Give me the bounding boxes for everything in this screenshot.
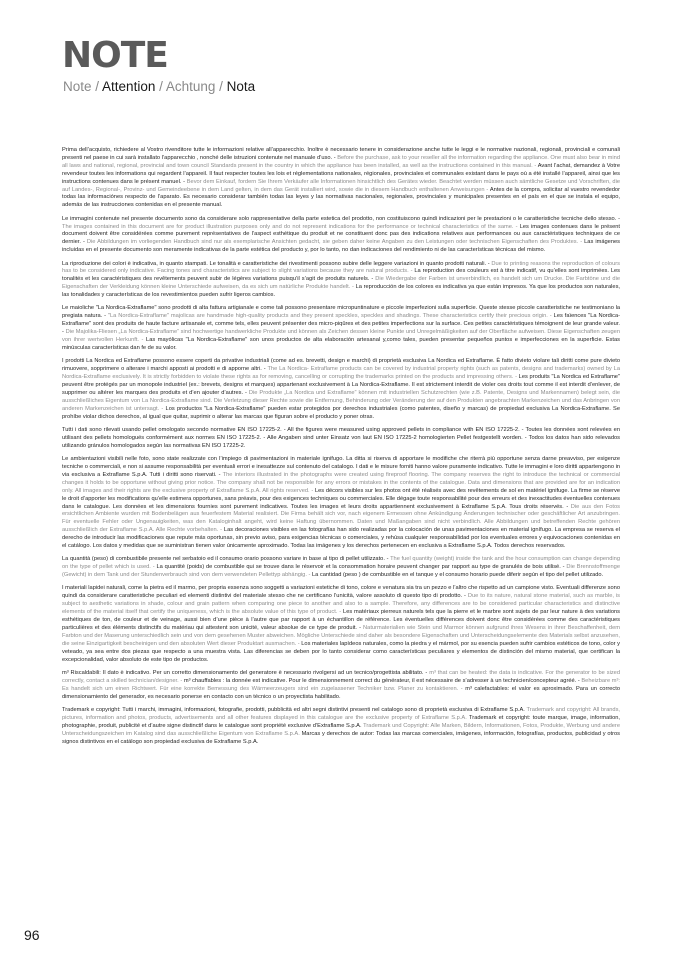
translation-segment: Naturmaterialien wie Stein und Marmor können aufgrund ihres Wesens in ihrer Beschaffenheit, dem Farbton und der Maserung unterschiedlich sein und von dem gesehenen Muster abweichen. Mögliche Unterschiede sind daher als besondere Eigenschaften und Unterscheidungselemente des Materials selbst anzusehen, die seine Einzigartigkeit bescheinigen und den absoluten Wert dieser Produktart ausmachen. - [62, 624, 620, 647]
subtitle-italian: Note [63, 79, 92, 94]
text-segment: Les décors visibles sur les photos ont été réalisés avec des revêtements de sol en matériel ignifuge. La firme se réserve le droit d’apporter les modifications qu’elle estimera opportunes, sans préavis, pour des exigences techniques ou commerciales. Elle dégage toute responsabilité pour des erreurs et des inexactitudes éventuelles contenues dans le catalogue. Les données et les dimensions fournies sont purement indicatives. Toutes les images et leurs droits appartiennent exclusivement à Extraflame S.p.A. Tous droits réservés. - [62, 487, 621, 510]
text-segment: La reproduction des couleurs est à titre indicatif, vu qu’elles sont imprimées. Les tonalités et les caractéristiques des revêtements peuvent subir de légères variations puisqu’il s’agit de produits naturels. - [62, 268, 620, 283]
page-number: 96 [24, 927, 40, 943]
note-paragraph [62, 358, 620, 421]
text-segment: Prima dell’acquisto, richiedere al Vostro rivenditore tutte le informazioni relative all’apparecchio. Inoltre è necessario tenere in considerazione anche tutte le leggi e le normative nazionali, regionali, provinciali e comunali presenti nel paese in cui sarà installato l’apparecchio , nonché delle istruzioni contenute nel manuale d’uso. - [62, 147, 620, 161]
text-segment: Marcas y derechos de autor: Todas las marcas comerciales, imágenes, información, fotografías, productos, publicidad y otros signos distintivos en el catálogo son propiedad exclusiva de Extraflame S.p.A. [62, 730, 621, 745]
text-segment: La cantidad (peso ) de combustible en el tanque y el consumo horario puede diferir según el tipo del pellet utilizado. [311, 572, 604, 579]
text-segment: Las mayólicas "La Nordica-Extraflame" son unos productos de alta elaboración artesanal y,como tales, pueden presentar pequeños puntos e imperfecciones en la superficie. Estas minúsculas características dan fe de su valor. [62, 337, 620, 352]
text-segment: Tutti i dati sono rilevati usando pellet omologato secondo normative EN ISO 17225-2. - All the figures were measured using approved pellets in compliance with EN ISO 17225-2. - Toutes les données sont relevées en utilisant des pellets homologués conformément aux normes EN ISO 17225-2. - Alle Angaben sind unter Einsatz von laut EN ISO 17225-2 homologierten Pellet festgestellt worden. - Todos los datos han sido relevados utilizando gránulos homologados según las normativas EN ISO 17225-2. [62, 426, 620, 449]
translation-segment: Beheizbare m³: Es handelt sich um einen Richtwert. Für eine korrekte Bemessung des Wärmeerzeugers sind ein zugelassener Techniker bzw. Planer zu kontaktieren. - [62, 677, 620, 692]
text-segment: Le maioliche "La Nordica-Extraflame" sono prodotti di alta fattura artigianale e come tali possono presentare micropuntinature e piccole imperfezioni sulla superficie. Queste stesse piccole caratteristiche ne testimoniano la pregiata natura. - [62, 305, 620, 320]
translation-segment: Die aus den Fotos ersichtlichen Ambiente wurden mit Bodenbelägen aus feuerfestem Material realisiert. Die Firma behält sich vor, nach eigenem Ermessen ohne Ankündigung Änderungen technischer oder geschäftlicher Art anzubringen. Für eventuelle Fehler oder Ungenauigkeiten, was den Kataloginhalt angeht, wird keine Haftung übernommen. Daten und Maßangaben sind nicht verbindlich. Alle Abbildungen und betreffenden Rechte gehören ausschließlich der Extraflame S.p.A. Alle Rechte vorbehalten. - [62, 503, 620, 534]
subtitle-separator: / [155, 79, 166, 94]
text-segment: Los productos "La Nordica-Extraflame" pueden estar protegidos por derechos industriales (como patentes, diseño y marcas) de propiedad exclusiva La Nordica-Extraflame. Se prohíbe violar dichos derechos, al igual que quitar, suprimir o alterar las marcas que figuran sobre el producto y poner otras. [62, 405, 620, 420]
translation-segment: Die Majolika-Fliesen „La Nordica-Extraflame“ sind hochwertige handwerkliche Produkte und können als Zeichen dessen kleine Punkte und Unregelmäßigkeiten auf der Oberfläche aufweisen. Diese Eigenschaften zeugen von ihrer wertvollen Herkunft. - [62, 329, 620, 344]
text-segment: La riproduzione dei colori è indicativa, in quanto stampati. Le tonalità e caratteristiche dei rivestimenti possono subire delle leggere variazioni in quanto prodotti naturali. - [62, 260, 492, 267]
note-paragraph [62, 305, 620, 352]
text-segment: Las imágenes incluidas en el presente documento son meramente indicativas de la parte estética del producto y, por lo tanto, no dan indicaciones del rendimiento ni de las características técnicas del mismo. [62, 239, 620, 254]
page-title: NOTE [62, 35, 168, 76]
translation-segment: The La Nordica- Extraflame products can be covered by industrial property rights (such as patents, designs and trademarks) owned by La Nordica-Extraflame exclusively. It is strictly forbidden to violate these rights as for removing, cancelling or corrupting the trademarks printed on the products and impressing others. - [62, 366, 621, 381]
translation-segment: Trademark und Copyright: Alle Marken, Bildern, Informationen, Fotos, Produkte, Werbung und andere Unterscheidungszeichen im Katalog sind das ausschließliche Eigentum von Extraflame S.p.A. [62, 722, 620, 737]
note-paragraph [62, 556, 620, 580]
note-paragraph [62, 216, 620, 256]
subtitle-german: Achtung [165, 79, 216, 94]
translation-segment: Die Brennstoffmenge (Gewicht) in dem Tank und der Stundenverbrauch sind von dem verwendeten Pellettyp abhängig. - [62, 564, 621, 579]
text-segment: Les faïences "La Nordica-Extraflame" sont des produits de haute facture artisanale et, comme tels, elles peuvent présenter des micro-piqûres et des petites imperfections sur la surface. Ces petites caractéristiques témoignent de leur grande valeur. - [62, 313, 620, 336]
text-segment: La quantità (peso) di combustibile presente nel serbatoio ed il consumo orario possono variare in base al tipo di pellet utilizzato. - [62, 556, 391, 563]
translation-segment: Before the purchase, ask to your reseller all the information regarding the appliance. One must also bear in mind all laws and national, regional, provincial and town council Standards present in the country in which the appliance has been installed, as well as the instructions contained in this manual. - [62, 154, 620, 169]
translation-segment: Trademark and copyright: All brands, pictures, information and photos, products, advertisements and all other features displayed in this catalogue are the exclusive property of Extraflame S.p.A. [62, 706, 620, 721]
translation-segment: Die Abbildungen im vorliegenden Handbuch sind nur als exemplarische Ansichten gedacht, sie geben daher keine Angaben zu den Leistungen oder technischen Eigenschaften des Produktes. - [86, 239, 585, 246]
translation-segment: The images contained in this document are for product illustration purposes only and do not represent indications for the performance or technical characteristics of the same. - [62, 223, 520, 230]
text-segment: Las decoraciones visibles en las fotografías han sido realizadas por la colocación de unas pavimentaciones en material ignífugo. La empresa se reserva el derecho de introducir las modificaciones que repute más oportunas, sin previo aviso, para exigencias técnicas o comerciales, y rehúsa cualquier responsabilidad por los eventuales errores y equivocaciones contenidas en el catálogo. Los datos y medidas que se suministran tienen valor únicamente aproximado. Todas las imágenes y los derechos pertenecen en exclusiva a Extraflame S.p.A. Todos derechos reservados. [62, 527, 620, 550]
text-segment: La reproducción de los colores es indicativa ya que están impresos. Ya que los productos son naturales, las tonalidades y características de los revestimientos pueden sufrir ligeros cambios. [62, 284, 620, 299]
note-paragraph [62, 585, 620, 664]
text-segment: m³ Riscaldabili: Il dato è indicativo. Per un corretto dimensionamento del generatore è necessario rivolgersi ad un tecnico/progettista abilitato. - [62, 669, 430, 676]
subtitle-spanish: Nota [226, 79, 256, 94]
text-segment: Avant l’achat, demandez à Votre revendeur toutes les informations qui regardent l’appareil. Il faut respecter toutes les lois et réglementations nationales, régionales, provinciales et communales existant dans le pays où a été installé l’appareil, ainsi que les instructions contenues dans le présent manuel. - [62, 162, 620, 185]
text-segment: I materiali lapidei naturali, come la pietra ed il marmo, per propria essenza sono soggetti a variazioni estetiche di tono, colore e venatura sia tra un pezzo e l’altro che rispetto ad un campione visto. Eventuali differenze sono quindi da considerare caratteristiche peculiari ed elementi distintivi del materiale stesso che ne certificano l’unicità, valore assoluto di questo tipo di prodotto. - [62, 585, 620, 600]
page-subtitle [63, 79, 255, 95]
text-segment: Los materiales lapídeos naturales, como la piedra y el mármol, por su esencia pueden sufrir cambios estéticos de tono, color y veteado, ya sea entre dos piezas que respecto a una muestra vista. Las diferencias se deben por lo tanto considerar como características peculiares y elementos de distinción del mismo material, que certifican la excepcionalidad, valor absoluto de este tipo de productos. [62, 640, 620, 663]
text-segment: m³ chauffables : la donnée est indicative. Pour le dimensionnement correct du générateur, il est nécessaire de s’adresser à un technicien/concepteur agréé. - [183, 677, 582, 684]
translation-segment: "La Nordica-Extraflame" majolicas are handmade high-quality products and they present speckles, speckles and shadings. These characteristics certify their precious origin. - [108, 313, 554, 320]
translation-segment: The fuel quantity (weight) inside the tank and the hour consumption can change depending on the type of pellet which is used. - [62, 556, 620, 571]
translation-segment: Due to printing reasons the reproduction of colours has to be considered only indicative. Facing tones and characteristics are subject to slight variations because they are natural products. - [62, 260, 620, 275]
translation-segment: Die Produkte „La Nordica und Extraflame“ können mit industriellen Schutzrechten (wie z.B. Patente, Designs und Markennamen) belegt sein, die ausschließliches Eigentum von La Nordica-Extraflame sind. Die Verletzung dieser Rechte sowie die Entfernung, Behinderung oder Veränderung der auf den Produkten angebrachten Markenzeichen und das Anbringen von anderen Markenzeichen ist untersagt. - [62, 389, 620, 412]
note-paragraph [62, 147, 620, 210]
notes-body [62, 147, 620, 752]
note-paragraph [62, 670, 620, 702]
translation-segment: Due to its nature, natural stone material, such as marble, is subject to aesthetic variations in shade, colour and grain pattern when comparing one piece to another and also to a sample. Therefore, any differences are to be considered particular characteristics and distinctive elements of the material itself that certify the uniqueness, which is the absolute value of this type of product. - [62, 593, 620, 616]
text-segment: m³ calefactables: el valor es aproximado. Para un correcto dimensionamiento del generador, es necesario ponerse en contacto con un técnico o un proyectista habilitado. [62, 685, 620, 700]
translation-segment: Bevor dem Einkauf, fordern Sie Ihrem Verkäufer alle Informationen hinsichtlich des Gerätes wieder. Beachtet werden müssen auch sämtliche Gesetze und Vorschriften, die auf Landes-, Regional-, Provinz- und Gemeindeebene in dem Land gelten, in dem das Gerät installiert wird, sowie die in diesem Handbuch enthaltenen Anweisungen - [62, 178, 620, 193]
note-paragraph [62, 427, 620, 451]
text-segment: Le immagini contenute nel presente documento sono da considerare solo rappresentative della parte estetica del prodotto, non costituiscono quindi indicazioni per le prestazioni o le caratteristiche tecniche dello stesso. - [62, 215, 620, 222]
translation-segment: Die Wiedergabe der Farben ist unverbindlich, es handelt sich um Drucke. Die Farbtöne und die Eigenschaften der Verkleidung können kleine Unterschiede aufweisen, da es sich um natürliche Produkte handelt. - [62, 276, 620, 291]
text-segment: Le ambientazioni visibili nelle foto, sono state realizzate con l’impiego di pavimentazioni in materiale ignifugo. La ditta si riserva di apportare le modifiche che riterrà più opportune senza darne preavviso, per esigenze tecniche o commerciali, e non si assume responsabilità per eventuali errori e inesattezze sul contenuto del catalogo. I dati e le misure forniti hanno valore puramente indicativo. Tutte le immagini e loro diritti appartengono in via esclusiva a Extraflame S.p.A. Tutti i diritti sono riservati. - [62, 456, 620, 478]
subtitle-english: Attention [102, 79, 156, 94]
text-segment: Trademark e copyright: Tutti i marchi, immagini, informazioni, fotografie, prodotti, pubblicità ed altri segni distintivi presenti nel catalogo sono di proprietà esclusiva di Extraflame S.p.A. [62, 706, 527, 713]
text-segment: Les images contenues dans le présent document doivent être considérées comme purement représentatives de l’aspect esthétique du produit et ne constituent donc pas des indications relatives aux performances ou aux caractéristiques techniques de ce dernier. - [62, 223, 620, 246]
note-paragraph [62, 707, 620, 747]
note-paragraph [62, 261, 620, 301]
text-segment: Trademark et copyright: toute marque, image, information, photographie, produit, publicité et d’autre signe distinctif dans le catalogue sont propriété exclusive d’Extraflame S.p.A. [62, 714, 620, 729]
text-segment: Antes de la compra, solicitar al vuestro revendedor todas las informaciónes respecto de l’aparato. Es necesario considerar también todas las leyes y las normativas nacionales, regionales, provinciales y municipales presentes en el país en el que se instala el equipo, además de las instrucciones contenidas en el presente manual. [62, 186, 620, 209]
subtitle-separator: / [215, 79, 227, 94]
subtitle-separator: / [91, 79, 103, 94]
note-paragraph [62, 456, 620, 551]
text-segment: I prodotti La Nordica ed Extraflame possono essere coperti da privative industriali (come ad es. brevetti, design e marchi) di proprietà esclusiva La Nordica ed Extraflame. È fatto divieto violare tali diritti come pure divieto rimuovere, sopprimere o alterare i marchi apposti ai prodotti e di apporne altri. - [62, 358, 620, 373]
text-segment: Les matériaux pierreux naturels tels que la pierre et le marbre sont sujets de par leur nature à des variations esthétiques de ton, de couleur et de veinage, aussi bien d’une pièce à l’autre que par rapport à un échantillon de référence. Les éventuelles différences doivent donc être considérées comme des caractéristiques particulières et des éléments distinctifs du matériau qui attestent son unicité, valeur absolue de ce type de produit. - [62, 609, 620, 631]
translation-segment: m³ that can be heated: the data is indicative. For the generator to be sized correctly, contact a skilled technician/designer. - [62, 669, 621, 684]
translation-segment: The interiors illustrated in the photographs were created using fireproof flooring. The company reserves the right to introduce the technical or commercial changes it holds to be opportune without giving prior notice. The company shall not be responsible for any errors or mistakes in the contents of the catalogue. Data and dimensions that are provided are for an indication only. All images and their rights are the exclusive property of Extraflame S.p.A. All rights reserved. - [62, 471, 621, 494]
text-segment: Les produits "La Nordica ed Extraflame" peuvent être protégés par un monopole industriel (ex.: brevets, designs et marques) appartenant exclusivement à La Nordica-Extraflame. Il est strictement interdit de violer ces droits tout comme il est interdit d’enlever, de supprimer ou altérer les marques des produits et d’en ajouter d’autres. - [62, 374, 620, 396]
text-segment: La quantité (poids) de combustible qui se trouve dans le réservoir et la consommation horaire peuvent changer par rapport au type de granulés de bois utilisé. - [156, 564, 567, 571]
